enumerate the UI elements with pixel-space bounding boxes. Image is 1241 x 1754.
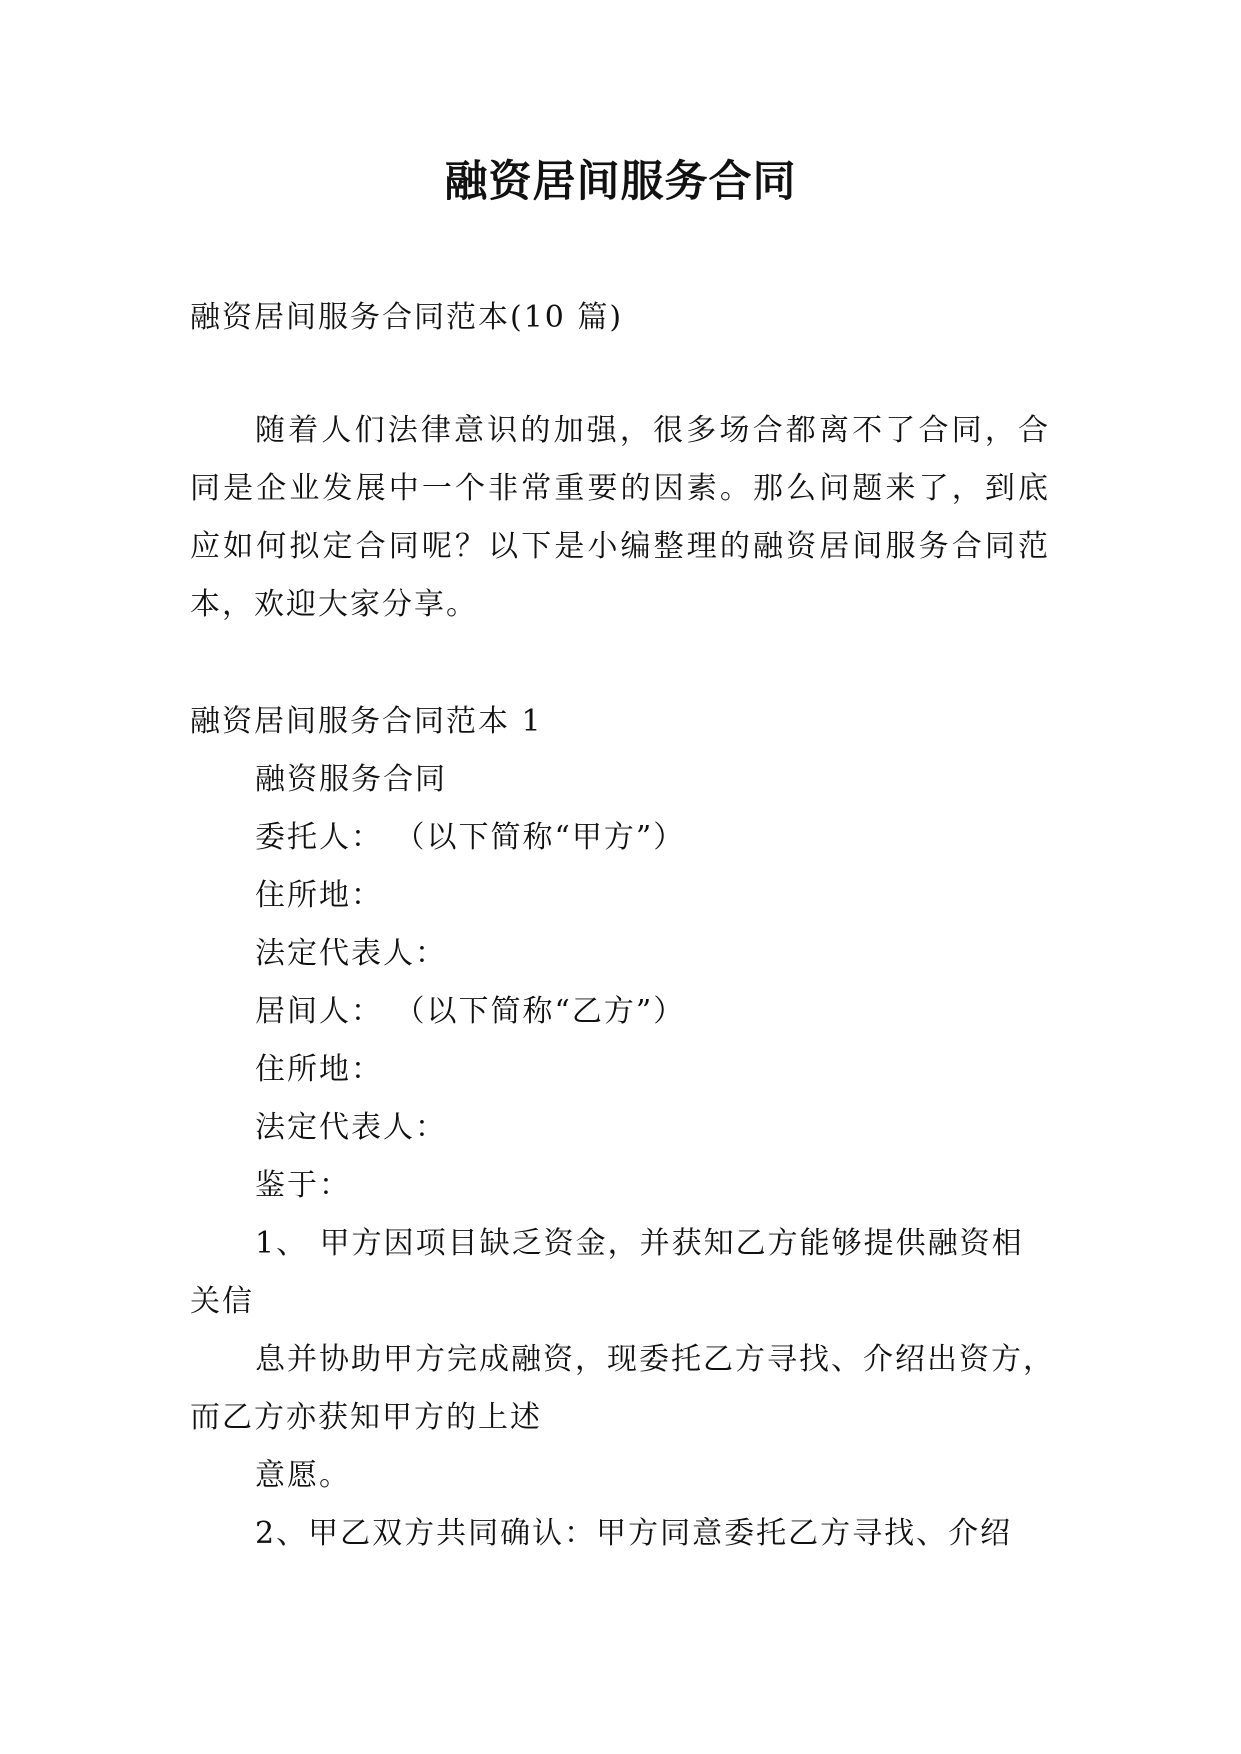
- section-heading: 融资居间服务合同范本 1: [190, 704, 543, 739]
- clause-2-line-1: 2、甲乙双方共同确认：甲方同意委托乙方寻找、介绍: [255, 1516, 1013, 1551]
- document-title: 融资居间服务合同: [444, 157, 797, 207]
- document-subtitle: 融资居间服务合同范本(10 篇): [190, 300, 624, 335]
- contract-title: 融资服务合同: [255, 762, 447, 797]
- broker-representative-line: 法定代表人：: [255, 1110, 447, 1145]
- clause-1-line-1: 1、 甲方因项目缺乏资金，并获知乙方能够提供融资相: [255, 1226, 1024, 1261]
- client-address-line: 住所地：: [255, 878, 383, 913]
- client-line: 委托人： （以下简称“甲方”）: [255, 820, 686, 855]
- clause-1-line-5: 意愿。: [255, 1458, 351, 1493]
- clause-1-line-4: 而乙方亦获知甲方的上述: [190, 1400, 542, 1435]
- client-representative-line: 法定代表人：: [255, 936, 447, 971]
- broker-line: 居间人： （以下简称“乙方”）: [255, 994, 686, 1029]
- clause-1-line-3: 息并协助甲方完成融资，现委托乙方寻找、介绍出资方，: [255, 1342, 1055, 1377]
- broker-address-line: 住所地：: [255, 1052, 383, 1087]
- whereas-line: 鉴于：: [255, 1168, 351, 1203]
- clause-1-line-2: 关信: [190, 1284, 254, 1319]
- intro-paragraph: 随着人们法律意识的加强，很多场合都离不了合同，合同是企业发展中一个非常重要的因素。那么问题来了，到底应如何拟定合同呢？以下是小编整理的融资居间服务合同范本，欢迎大家分享。: [190, 413, 1050, 622]
